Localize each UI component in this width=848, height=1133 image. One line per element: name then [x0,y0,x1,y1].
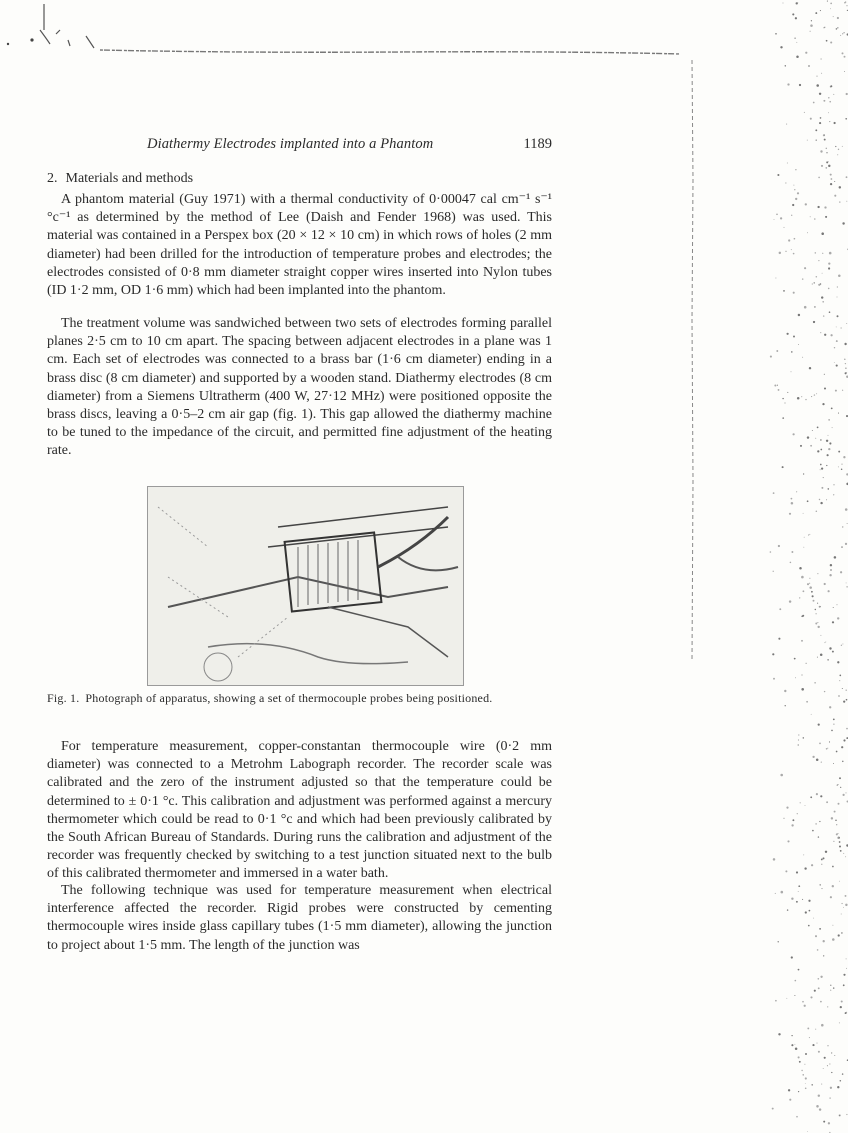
scan-speckle-right [740,0,848,1133]
running-title: Diathermy Electrodes implanted into a Phantom [147,136,434,152]
paragraph-temperature-measurement: For temperature measurement, copper-constantan thermocouple wire (0·2 mm diameter) was connected to a Metrohm Labograph recorder. The recorder scale was calibrated and the zero of the instrument adjusted so that the temperature could be determined to ± 0·1 °c. This calibration and adjustment was performed against a mercury thermometer which could be read to 0·1 °c and which had been previously calibrated by the South African Bureau of Standards. During runs the calibration and adjustment of the recorder was frequently checked by switching to a test junction situated next to the bulb of this calibrated thermometer and immersed in a water bath. [47,739,552,882]
section-heading [47,171,193,187]
scan-corner-marks [0,0,120,60]
paragraph-treatment-volume: The treatment volume was sandwiched between two sets of electrodes forming parallel planes 2·5 cm to 10 cm apart. The spacing between adjacent electrodes in a plane was 1 cm. Each set of electrodes was connected to a brass bar (1·6 cm diameter) ending in a brass disc (8 cm diameter) and supported by a wooden stand. Diathermy electrodes (8 cm diameter) from a Siemens Ultratherm (400 W, 27·12 MHz) were positioned opposite the brass discs, leaving a 0·5–2 cm air gap (fig. 1). This gap allowed the diathermy machine to be tuned to the impedance of the circuit, and permitted fine adjustment of the heating rate. [47,316,552,459]
apparatus-photo [148,487,463,685]
scan-edge-top [40,44,680,58]
page-number: 1189 [523,136,552,152]
figure-label: Fig. 1. [47,691,80,705]
paragraph-phantom-material: A phantom material (Guy 1971) with a thermal conductivity of 0·00047 cal cm⁻¹ s⁻¹ °c⁻¹ as determined by the method of Lee (Daish and Fender 1968) was used. This material was contained in a Perspex box (20 × 12 × 10 cm) in which rows of holes (2 mm diameter) had been drilled for the introduction of temperature probes and electrodes; the electrodes consisted of 0·8 mm diameter straight copper wires inserted into Nylon tubes (ID 1·2 mm, OD 1·6 mm) which had been implanted into the phantom. [47,192,552,299]
figure-caption-text: Photograph of apparatus, showing a set of thermocouple probes being positioned. [85,691,493,705]
paragraph-rigid-probes: The following technique was used for temperature measurement when electrical interference affected the recorder. Rigid probes were constructed by cementing thermocouple wires inside glass capillary tubes (1·5 mm diameter), allowing the junction to project about 1·5 mm. The length of the junction was [47,883,552,953]
figure-caption [47,691,557,706]
scan-edge-right [688,60,698,660]
section-title: Materials and methods [65,171,194,186]
figure-photograph [147,486,464,686]
section-number: 2. [47,171,58,186]
running-head [47,136,552,156]
